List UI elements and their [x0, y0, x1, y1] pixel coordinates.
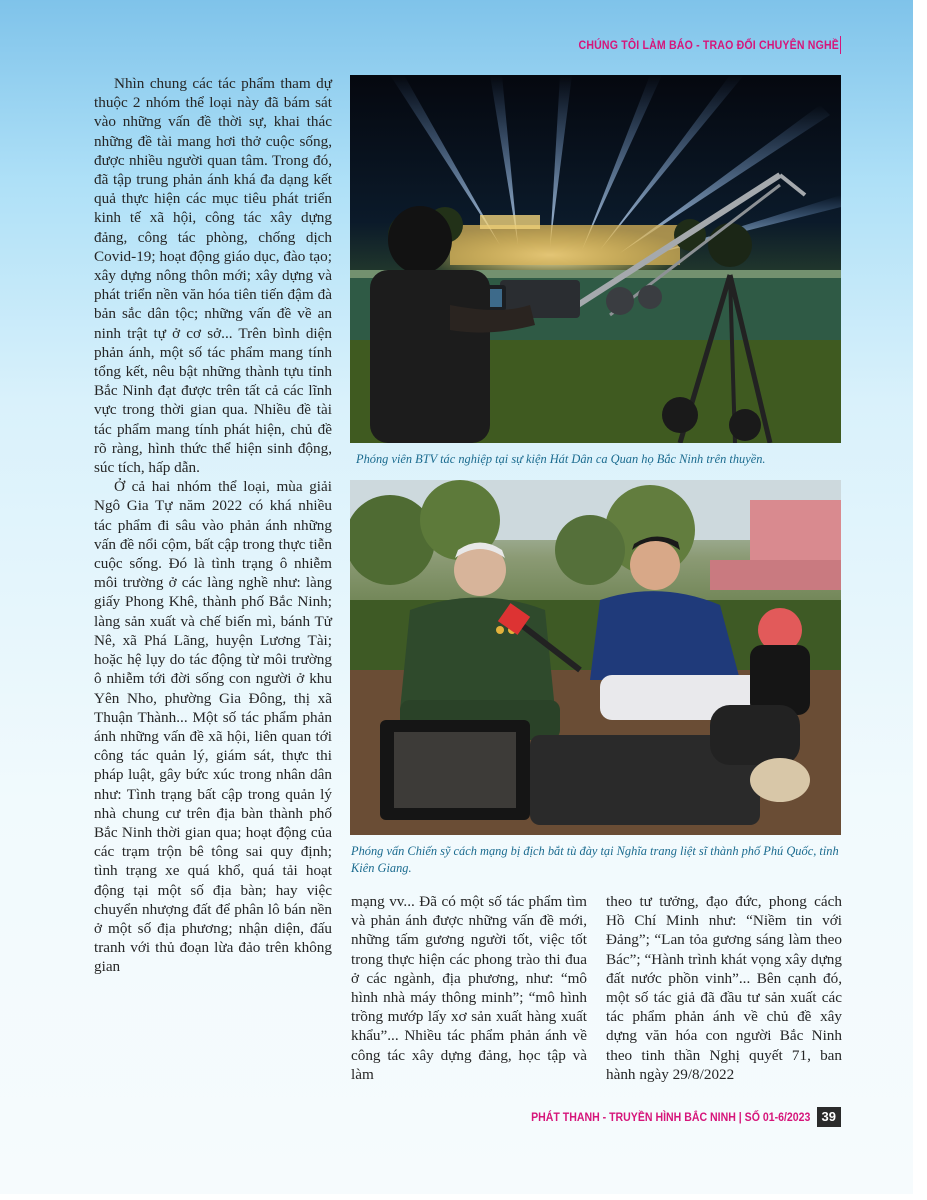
photo-caption: Phóng viên BTV tác nghiệp tại sự kiện Hát Dân ca Quan họ Bắc Ninh trên thuyền.: [356, 452, 766, 466]
photo-camera-operator-illustration: [350, 75, 841, 443]
page-edge-bottom: [0, 1194, 927, 1200]
header-divider: [840, 36, 841, 54]
photo-caption: Phóng vấn Chiến sỹ cách mạng bị địch bắt tù đày tại Nghĩa trang liệt sĩ thành phố Phú Quốc, tỉnh Kiên Giang.: [351, 844, 839, 875]
paragraph: mạng vv... Đã có một số tác phẩm tìm và phản ánh được những vấn đề mới, những tấm gương người tốt, việc tốt trong thực hiện các phong trào thi đua ở các ngành, địa phương, như: “mô hình nhà máy thông minh”; “mô hình trồng mướp lấy xơ sản xuất hàng xuất khẩu”... Nhiều tác phẩm phản ánh về công tác xây dựng đảng, học tập và làm: [351, 893, 587, 1083]
section-header: CHÚNG TÔI LÀM BÁO - TRAO ĐỔI CHUYÊN NGHỀ: [578, 38, 839, 52]
photo-interview-illustration: [350, 480, 841, 835]
page-footer: [493, 1107, 841, 1127]
photo-camera-operator: [350, 75, 841, 443]
publication-name: PHÁT THANH - TRUYỀN HÌNH BẮC NINH | SỐ 01-6/2023: [531, 1110, 811, 1124]
article-column-1: [94, 74, 332, 977]
paragraph: Ở cả hai nhóm thể loại, mùa giải Ngô Gia Tự năm 2022 có khá nhiều tác phẩm đi sâu vào phản ánh những vấn đề nổi cộm, bất cập trong thực tiễn cuộc sống. Đó là tình trạng ô nhiễm môi trường ở các làng nghề như: làng giấy Phong Khê, thành phố Bắc Ninh; làng sản xuất và chế biến mì, bánh Tử Nê, xã Phá Lãng, huyện Lương Tài; hoặc hệ lụy do tác động từ môi trường ô nhiễm tới đời sống con người ở khu Yên Nho, phường Gia Đông, thị xã Thuận Thành... Một số tác phẩm phản ánh những vấn đề xã hội, liên quan tới công tác quản lý, giám sát, thực thi pháp luật, gây bức xúc trong nhân dân như: Tình trạng bất cập trong quản lý nhà chung cư trên địa bàn thành phố Bắc Ninh thời gian qua; hoạt động của các trạm trộn bê tông sai quy định; tình trạng xe quá khổ, quá tải hoạt động tại một số địa bàn; hay việc chuyển nhượng đất để phân lô bán nền ở một số địa phương; nhận diện, đấu tranh với thủ đoạn lừa đảo trên không gian: [94, 478, 332, 976]
page-number: 39: [817, 1107, 841, 1127]
page-edge: [913, 0, 927, 1200]
article-column-3: [606, 892, 842, 1084]
paragraph: Nhìn chung các tác phẩm tham dự thuộc 2 nhóm thể loại này đã bám sát vào những vấn đề thời sự, khai thác những đề tài mang hơi thở cuộc sống, được nhiều người quan tâm. Trong đó, đã tập trung phản ánh khá đa dạng kết quả thực hiện các mục tiêu phát triển kinh tế xã hội, công tác xây dựng đảng, công tác phòng, chống dịch Covid-19; hoạt động giáo dục, đào tạo; xây dựng nông thôn mới; xây dựng và phát triển nền văn hóa tiên tiến đậm đà bản sắc dân tộc; những vấn đề về an ninh trật tự ở cơ sở... Trên bình diện phản ánh, một số tác phẩm mang tính tổng kết, nêu bật những thành tựu tỉnh Bắc Ninh đạt được trên tất cả các lĩnh vực trong thời gian qua. Nhiều đề tài tác phẩm mang tính phát hiện, chủ đề rõ ràng, hình thức thể hiện sinh động, súc tích, hấp dẫn.: [94, 75, 332, 477]
paragraph: theo tư tưởng, đạo đức, phong cách Hồ Chí Minh như: “Niềm tin với Đảng”; “Lan tỏa gương sáng làm theo Bác”; “Hành trình khát vọng xây dựng đất nước phồn vinh”... Bên cạnh đó, một số tác giả đã đầu tư sản xuất các tác phẩm phản ánh về chủ đề xây dựng văn hóa con người Bắc Ninh theo tinh thần Nghị quyết 71, ban hành ngày 29/8/2022: [606, 893, 842, 1083]
photo-interview: [350, 480, 841, 835]
article-column-2: [351, 892, 587, 1084]
